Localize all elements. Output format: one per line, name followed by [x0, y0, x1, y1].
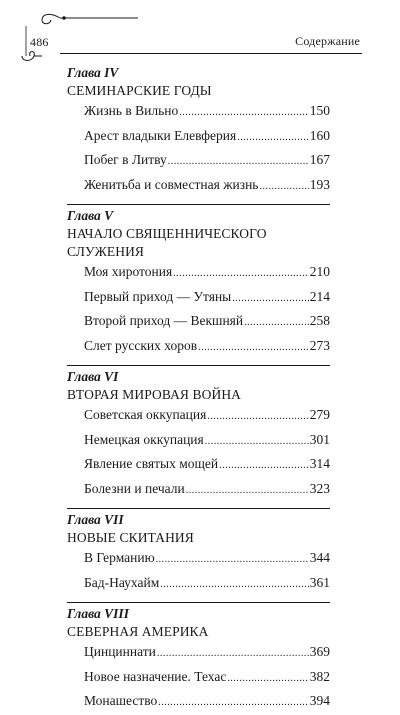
toc-entry: [67, 261, 330, 286]
toc-entry: [67, 310, 330, 335]
chapter-label: Глава IV: [67, 65, 119, 80]
entry-title: Новое назначение. Техас: [84, 668, 227, 684]
table-of-contents: [67, 64, 330, 715]
dot-leader: [219, 453, 309, 478]
chapter-title: НАЧАЛО СВЯЩЕННИЧЕСКОГО СЛУЖЕНИЯ: [67, 226, 267, 259]
toc-entry: [67, 125, 330, 150]
toc-entry: [67, 547, 330, 572]
entry-page-number: 314: [309, 456, 330, 471]
toc-entry: [67, 335, 330, 360]
dot-leader: [157, 641, 309, 666]
chapter-label: Глава VII: [67, 512, 124, 527]
entry-title: Явление святых мощей: [84, 456, 219, 471]
page-header: [20, 12, 362, 64]
toc-entry: [67, 429, 330, 454]
entry-title: В Германию: [84, 550, 155, 565]
chapter-label: Глава VI: [67, 369, 119, 384]
entry-title: Болезни и печали: [84, 480, 185, 496]
chapter-section: [67, 365, 330, 502]
dot-leader: [160, 572, 309, 597]
toc-entry: [67, 404, 330, 429]
entry-title: Побег в Литву: [84, 152, 167, 167]
entry-page-number: 369: [309, 644, 330, 659]
entry-page-number: 193: [309, 176, 330, 192]
toc-entry: [67, 174, 330, 199]
chapter-label: Глава V: [67, 208, 114, 223]
entry-title: Второй приход — Векшняй: [84, 313, 244, 328]
chapter-section: [67, 204, 330, 359]
dot-leader: [205, 429, 309, 454]
entry-page-number: 167: [309, 152, 330, 167]
toc-entry: [67, 100, 330, 125]
toc-entry: [67, 666, 330, 691]
toc-entry: [67, 690, 330, 715]
entry-page-number: 361: [309, 574, 330, 590]
chapter-title: НОВЫЕ СКИТАНИЯ: [67, 530, 194, 545]
chapter-section: [67, 602, 330, 715]
chapter-section: [67, 64, 330, 198]
entry-title: Арест владыки Елевферия: [84, 127, 237, 143]
dot-leader: [186, 478, 309, 503]
dot-leader: [173, 261, 309, 286]
entry-page-number: 323: [309, 480, 330, 496]
dot-leader: [179, 100, 308, 125]
chapter-title: СЕМИНАРСКИЕ ГОДЫ: [67, 83, 212, 98]
entry-title: Монашество: [84, 693, 158, 708]
page-number: 486: [30, 35, 49, 49]
entry-title: Жизнь в Вильно: [84, 103, 179, 118]
dot-leader: [237, 125, 309, 150]
toc-entry: [67, 478, 330, 503]
entry-page-number: 273: [309, 337, 330, 353]
toc-entry: [67, 286, 330, 311]
dot-leader: [207, 404, 308, 429]
entry-page-number: 210: [309, 264, 330, 279]
toc-entry: [67, 149, 330, 174]
entry-page-number: 214: [309, 288, 330, 304]
dot-leader: [244, 310, 309, 335]
dot-leader: [168, 149, 309, 174]
entry-title: Немецкая оккупация: [84, 431, 204, 447]
dot-leader: [232, 286, 309, 311]
toc-entry: [67, 641, 330, 666]
running-title: Содержание: [295, 34, 360, 48]
dot-leader: [158, 690, 308, 715]
chapter-title: ВТОРАЯ МИРОВАЯ ВОЙНА: [67, 387, 242, 402]
entry-title: Женитьба и совместная жизнь: [84, 176, 259, 192]
entry-title: Слет русских хоров: [84, 337, 198, 353]
entry-title: Советская оккупация: [84, 407, 207, 422]
entry-page-number: 382: [309, 668, 330, 684]
dot-leader: [198, 335, 309, 360]
entry-page-number: 258: [309, 313, 330, 328]
entry-page-number: 279: [309, 407, 330, 422]
chapter-title: СЕВЕРНАЯ АМЕРИКА: [67, 624, 209, 639]
entry-page-number: 344: [309, 550, 330, 565]
header-rule: [60, 53, 362, 54]
toc-entry: [67, 572, 330, 597]
dot-leader: [259, 174, 308, 199]
dot-leader: [156, 547, 309, 572]
chapter-section: [67, 508, 330, 596]
entry-page-number: 150: [309, 103, 330, 118]
entry-page-number: 301: [309, 431, 330, 447]
chapter-label: Глава VIII: [67, 606, 129, 621]
dot-leader: [227, 666, 308, 691]
entry-title: Бад-Наухайм: [84, 574, 160, 590]
entry-title: Цинциннати: [84, 644, 156, 659]
entry-page-number: 394: [309, 693, 330, 708]
toc-entry: [67, 453, 330, 478]
entry-title: Первый приход — Утяны: [84, 288, 232, 304]
entry-title: Моя хиротония: [84, 264, 173, 279]
entry-page-number: 160: [309, 127, 330, 143]
